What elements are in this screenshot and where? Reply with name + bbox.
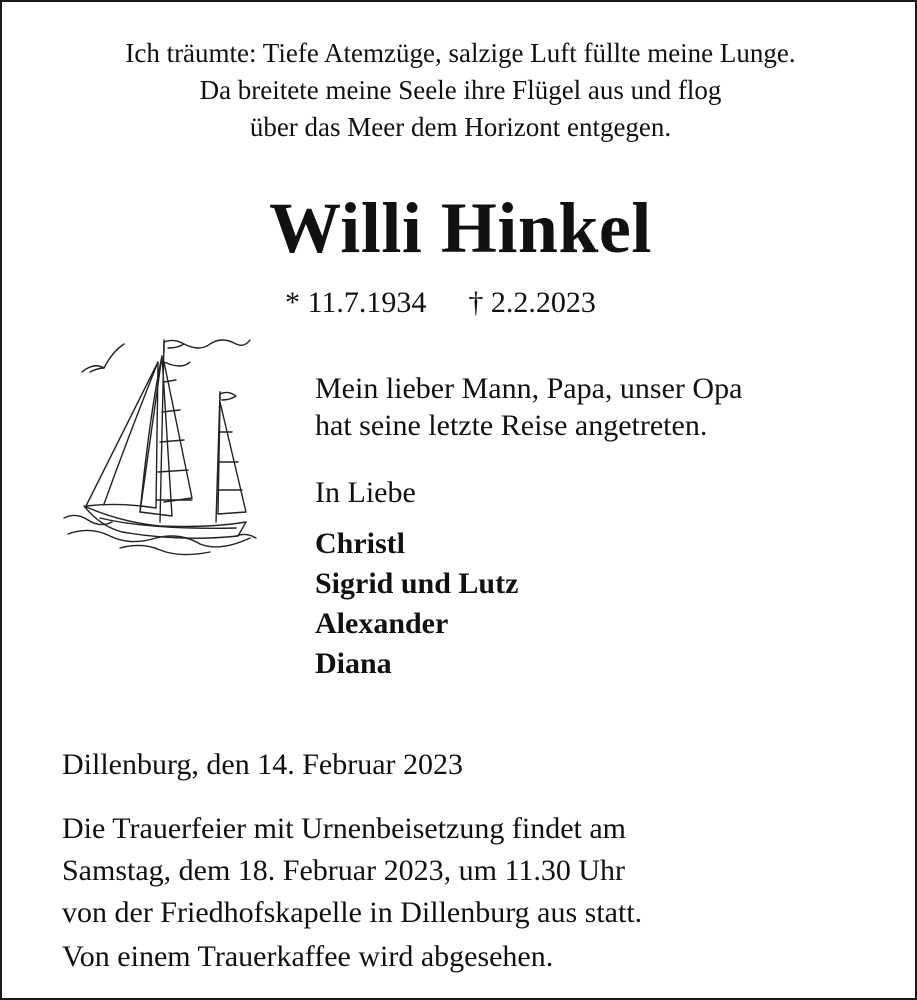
ceremony-line: Die Trauerfeier mit Urnenbeisetzung findet am	[62, 812, 626, 845]
birth-date: * 11.7.1934	[285, 286, 427, 319]
poem-line: Ich träumte: Tiefe Atemzüge, salzige Luft füllte meine Lunge.	[125, 38, 796, 68]
poem-line: Da breitete meine Seele ihre Flügel aus und flog	[199, 75, 722, 105]
family-member: Sigrid und Lutz	[315, 567, 519, 600]
closing-note: Von einem Trauerkaffee wird abgesehen.	[62, 940, 554, 973]
ceremony-details	[62, 808, 642, 934]
place-and-date: Dillenburg, den 14. Februar 2023	[62, 748, 464, 781]
family-list	[315, 524, 518, 684]
death-date: † 2.2.2023	[468, 286, 596, 319]
family-member: Alexander	[315, 607, 449, 640]
life-dates	[285, 284, 596, 322]
ceremony-line: Samstag, dem 18. Februar 2023, um 11.30 Uhr	[62, 854, 625, 887]
in-love-label: In Liebe	[315, 476, 416, 509]
family-member: Diana	[315, 647, 392, 680]
message-line: hat seine letzte Reise angetreten.	[315, 409, 708, 442]
message-line: Mein lieber Mann, Papa, unser Opa	[315, 372, 743, 405]
poem-line: über das Meer dem Horizont entgegen.	[249, 112, 672, 142]
family-member: Christl	[315, 527, 405, 560]
deceased-name: Willi Hinkel	[269, 188, 652, 268]
farewell-message	[315, 370, 742, 444]
poem	[42, 35, 879, 146]
ceremony-line: von der Friedhofskapelle in Dillenburg aus statt.	[62, 896, 643, 929]
sailing-ship-icon	[60, 322, 258, 570]
